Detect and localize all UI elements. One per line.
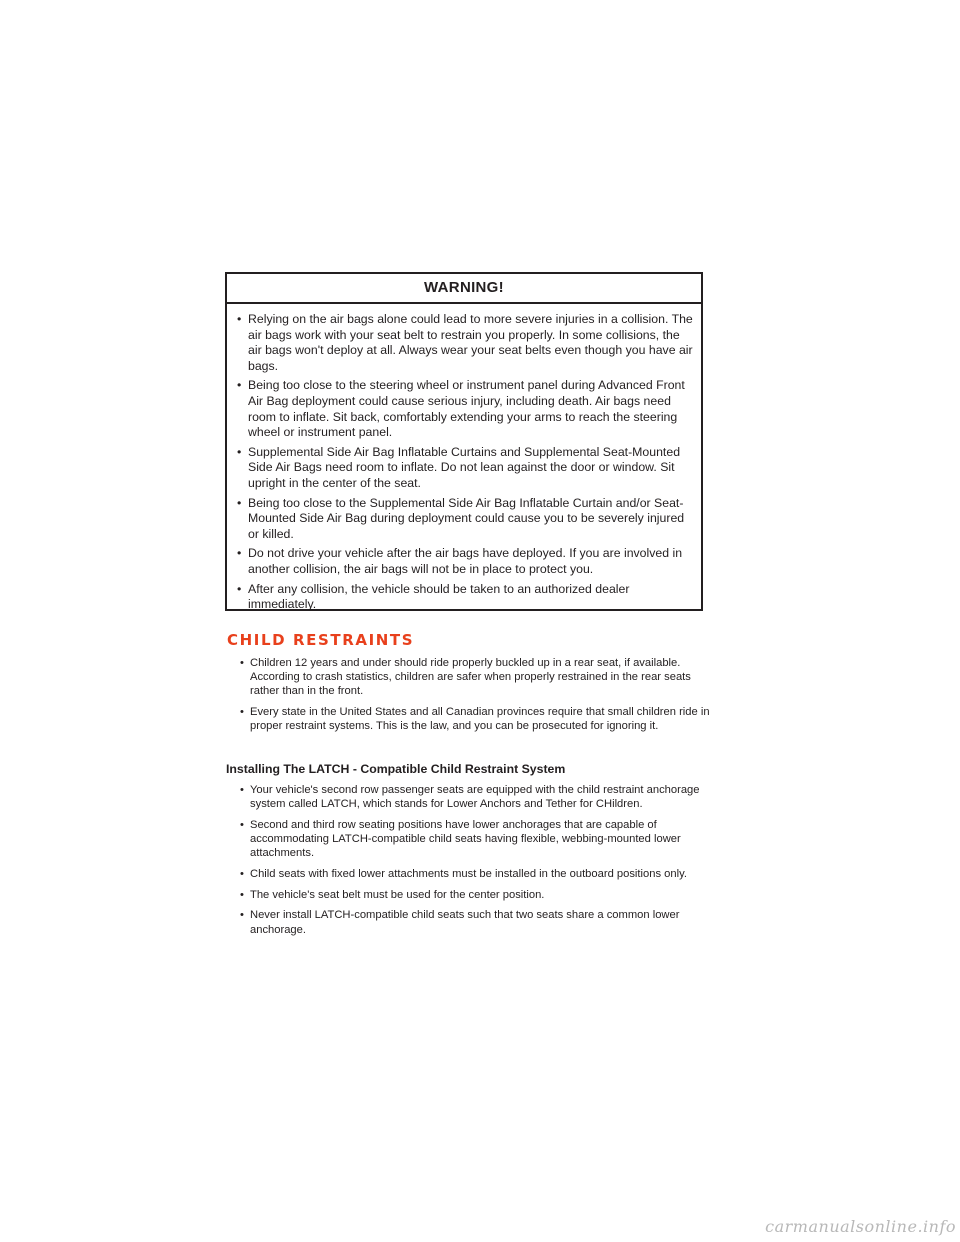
child-restraints-list [240, 656, 710, 739]
warning-box [225, 272, 703, 611]
bullet-icon [240, 819, 250, 831]
list-item: • Every state in the United States and all Canadian provinces require that small children ride in proper restraint systems. This is the law, and you can be prosecuted for ignoring it. [240, 705, 710, 733]
list-item: • Never install LATCH-compatible child seats such that two seats share a common lower anchorage. [240, 908, 710, 936]
list-item: • The vehicle's seat belt must be used for the center position. [240, 888, 710, 902]
bullet-icon [237, 312, 248, 326]
warning-item: • After any collision, the vehicle should be taken to an authorized dealer immediately. [237, 582, 693, 613]
list-item: • Child seats with fixed lower attachments must be installed in the outboard positions only. [240, 867, 710, 881]
warning-item: • Do not drive your vehicle after the air bags have deployed. If you are involved in another collision, the air bags will not be in place to protect you. [237, 546, 693, 577]
warning-title: WARNING! [227, 274, 701, 304]
bullet-icon [237, 582, 248, 596]
warning-item: • Being too close to the Supplemental Side Air Bag Inflatable Curtain and/or Seat-Mounted Side Air Bag during deployment could cause you to be severely injured or killed. [237, 496, 693, 543]
list-item: • Your vehicle's second row passenger seats are equipped with the child restraint anchorage system called LATCH, which stands for Lower Anchors and Tether for CHildren. [240, 783, 710, 811]
warning-item: • Supplemental Side Air Bag Inflatable Curtains and Supplemental Seat-Mounted Side Air Bags need room to inflate. Do not lean against the door or window. Sit upright in the center of the seat. [237, 445, 693, 492]
bullet-icon [240, 784, 250, 796]
bullet-icon [237, 378, 248, 392]
warning-list [227, 304, 701, 613]
warning-item: • Being too close to the steering wheel or instrument panel during Advanced Front Air Bag deployment could cause serious injury, including death. Air bags need room to inflate. Sit back, comfortably extending your arms to reach the steering wheel or instrument panel. [237, 378, 693, 440]
bullet-icon [240, 909, 250, 921]
latch-list [240, 783, 710, 943]
bullet-icon [240, 868, 250, 880]
list-item: • Second and third row seating positions have lower anchorages that are capable of accommodating LATCH-compatible child seats having flexible, webbing-mounted lower attachments. [240, 818, 710, 861]
bullet-icon [237, 496, 248, 510]
section-title-child-restraints: CHILD RESTRAINTS [227, 631, 415, 649]
list-item: • Children 12 years and under should ride properly buckled up in a rear seat, if available. According to crash statistics, children are safer when properly restrained in the rear seats rather than in the front. [240, 656, 710, 699]
bullet-icon [240, 657, 250, 669]
watermark: carmanualsonline.info [765, 1217, 956, 1236]
bullet-icon [237, 445, 248, 459]
latch-heading: Installing The LATCH - Compatible Child Restraint System [226, 762, 566, 776]
bullet-icon [240, 889, 250, 901]
bullet-icon [240, 706, 250, 718]
bullet-icon [237, 546, 248, 560]
warning-item: • Relying on the air bags alone could lead to more severe injuries in a collision. The air bags work with your seat belt to restrain you properly. In some collisions, the air bags won't deploy at all. Always wear your seat belts even though you have air bags. [237, 312, 693, 374]
